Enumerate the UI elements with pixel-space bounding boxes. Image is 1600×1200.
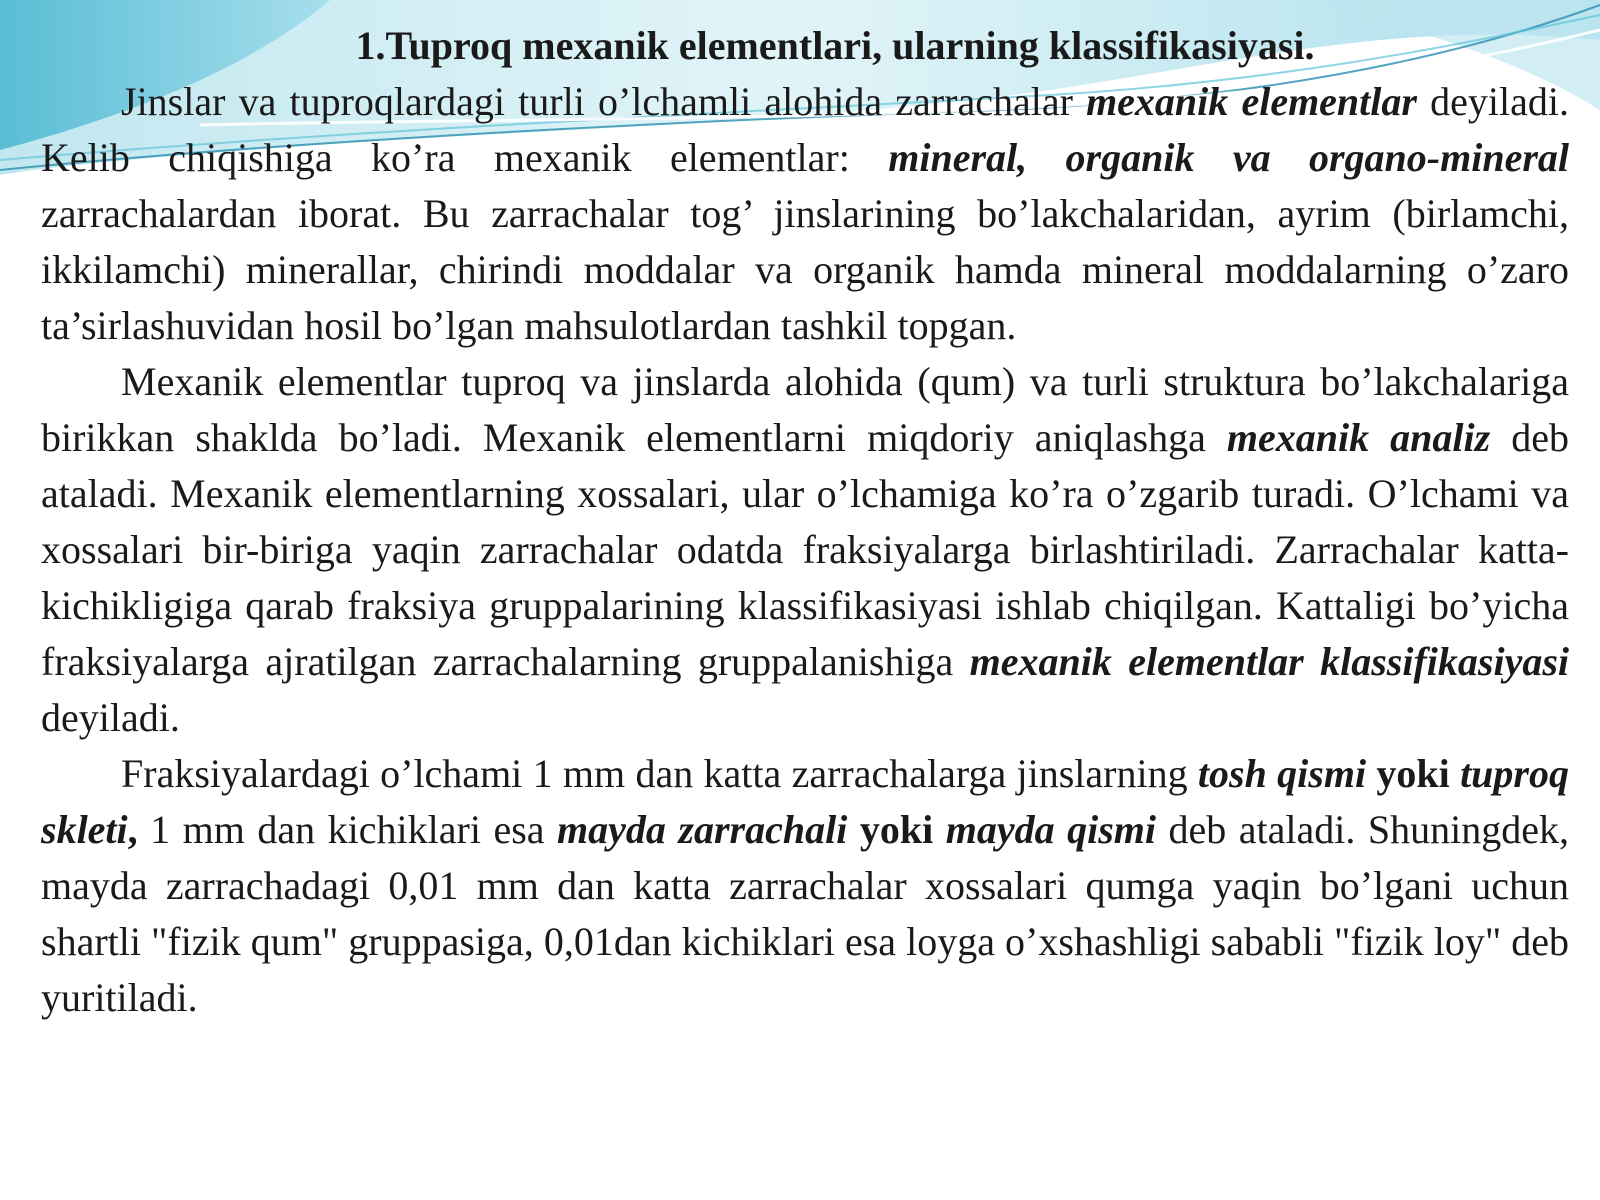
text-segment: Mexanik elementlar tuproq va jinslarda alohida (qum) va turli struktura bo’lakchalariga birikkan shaklda bo’ladi. Mexanik elementlarni miqdoriy aniqlashga (41, 359, 1569, 460)
term-segment: mayda zarrachali (557, 807, 848, 852)
paragraph-3 (41, 746, 1569, 1026)
term-segment: tosh qismi (1197, 751, 1367, 796)
term-segment: mexanik elementlar (1086, 79, 1417, 124)
term-segment: tuproq skleti (41, 751, 1569, 852)
term-segment: mexanik analiz (1226, 415, 1491, 460)
term-segment: mexanik elementlar klassifikasiyasi (969, 639, 1569, 684)
slide-title: 1.Tuproq mexanik elementlari, ularning klassifikasiyasi. (355, 23, 1315, 68)
text-segment: Jinslar va tuproqlardagi turli o’lchamli alohida zarrachalar (121, 79, 1087, 124)
text-segment: deyiladi. (41, 695, 180, 740)
text-segment: deb ataladi. Shuningdek, mayda zarrachadagi 0,01 mm dan katta zarrachalar xossalari qumga yaqin bo’lgani uchun shartli "fizik qum" gruppasiga, 0,01dan kichiklari esa loyga o’xshashligi sababli "fizik loy" deb yuritiladi. (41, 807, 1570, 1020)
text-segment: deyiladi. Kelib chiqishiga ko’ra mexanik elementlar: (41, 79, 1569, 180)
text-segment: deb ataladi. Mexanik elementlarning xossalari, ular o’lchamiga ko’ra o’zgarib turadi. O’lchami va xossalari bir-biriga yaqin zarrachalar odatda fraksiyalarga birlashtiriladi. Zarrachalar katta-kichikligiga qarab fraksiya gruppalarining klassifikasiyasi ishlab chiqilgan. Kattaligi bo’yicha fraksiyalarga ajratilgan zarrachalarning gruppalanishiga (41, 415, 1569, 684)
connector-segment: , (127, 807, 138, 852)
connector-segment: yoki (847, 807, 946, 852)
text-segment: Fraksiyalardagi o’lchami 1 mm dan katta zarrachalarga jinslarning (121, 751, 1198, 796)
text-segment: 1 mm dan kichiklari esa (137, 807, 558, 852)
term-segment: mayda qismi (945, 807, 1157, 852)
connector-segment: yoki (1366, 751, 1461, 796)
term-segment: mineral, organik va organo-mineral (888, 135, 1570, 180)
slide-content (41, 18, 1569, 1026)
text-segment: zarrachalardan iborat. Bu zarrachalar tog’ jinslarining bo’lakchalaridan, ayrim (birlamchi, ikkilamchi) minerallar, chirindi moddalar va organik hamda mineral moddalarning o’zaro ta’sirlashuvidan hosil bo’lgan mahsulotlardan tashkil topgan. (41, 191, 1569, 348)
paragraph-2 (41, 354, 1569, 746)
paragraph-1 (41, 74, 1569, 354)
